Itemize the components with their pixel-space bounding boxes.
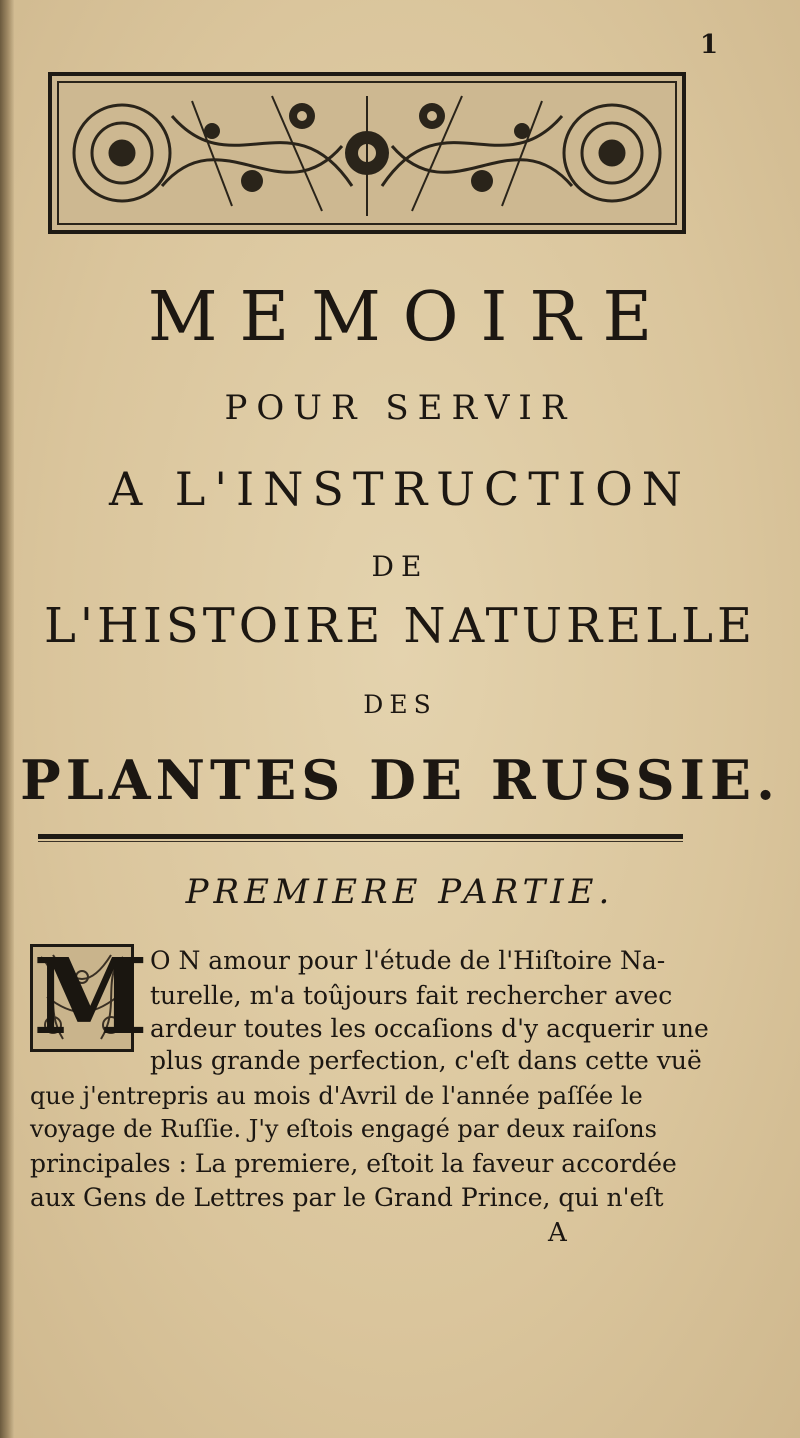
- title-des: DES: [363, 690, 437, 719]
- title-divider-rule: [38, 834, 683, 839]
- title-pour-servir: POUR SERVIR: [224, 388, 576, 428]
- title-divider-thin-rule: [38, 841, 683, 842]
- body-line-8: aux Gens de Lettres par le Grand Prince, qui n'eſt: [30, 1183, 664, 1212]
- drop-cap-letter: M: [33, 935, 149, 1058]
- title-memoire: MEMOIRE: [147, 278, 675, 357]
- body-line-6: voyage de Ruſſie. J'y eſtois engagé par deux raiſons: [30, 1115, 657, 1143]
- title-plantes-de-russie: PLANTES DE RUSSIE.: [20, 748, 780, 812]
- section-heading: PREMIERE PARTIE.: [185, 872, 615, 912]
- title-de: DE: [371, 550, 429, 583]
- body-line-4: plus grande perfection, c'eſt dans cette vuë: [150, 1046, 702, 1075]
- title-instruction: A L'INSTRUCTION: [108, 462, 692, 516]
- book-spine-edge: [0, 0, 14, 1438]
- body-line-3: ardeur toutes les occaſions d'y acquerir une: [150, 1014, 709, 1043]
- decorated-drop-cap: [30, 935, 149, 1058]
- body-line-7: principales : La premiere, eſtoit la faveur accordée: [30, 1149, 677, 1178]
- body-line-1: O N amour pour l'étude de l'Hiſtoire Na-: [150, 946, 666, 975]
- title-histoire-naturelle: L'HISTOIRE NATURELLE: [43, 598, 756, 654]
- body-line-2: turelle, m'a toûjours fait rechercher avec: [150, 981, 673, 1010]
- gathering-signature-mark: A: [548, 1218, 567, 1248]
- body-line-5: que j'entrepris au mois d'Avril de l'année paſſée le: [30, 1082, 643, 1110]
- ornamental-headpiece: [48, 72, 686, 234]
- page-number: 1: [700, 30, 719, 60]
